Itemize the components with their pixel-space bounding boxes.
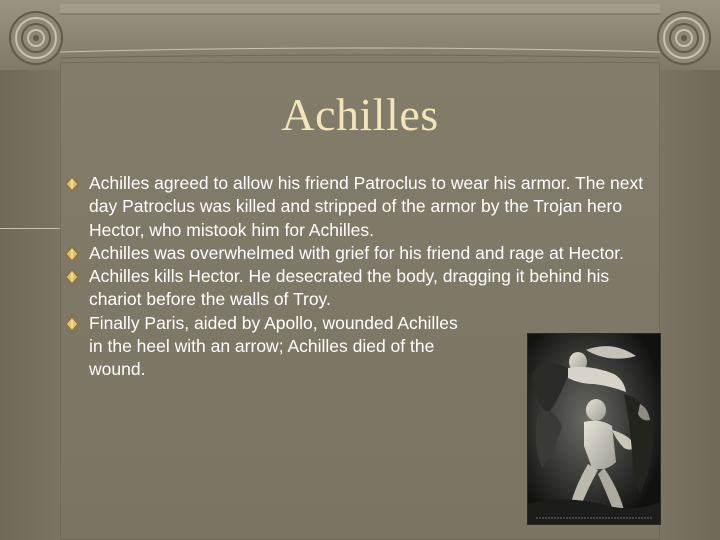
- bullet-text: Finally Paris, aided by Apollo, wounded Achilles in the heel with an arrow; Achilles died of the wound.: [89, 312, 458, 380]
- list-item: [66, 242, 666, 265]
- gold-diamond-bullet-icon: [66, 177, 78, 191]
- bullet-text: Achilles was overwhelmed with grief for his friend and rage at Hector.: [89, 242, 624, 263]
- gold-diamond-bullet-icon: [66, 317, 78, 331]
- left-volute-icon: [10, 12, 62, 64]
- right-volute-icon: [658, 12, 710, 64]
- list-item: [66, 265, 666, 312]
- slide-title: Achilles: [281, 89, 439, 140]
- ionic-capital-frame: [0, 0, 720, 70]
- bullet-text: Achilles kills Hector. He desecrated the body, dragging it behind his chariot before the walls of Troy.: [89, 266, 610, 310]
- gold-diamond-bullet-icon: [66, 247, 78, 261]
- gold-diamond-bullet-icon: [66, 270, 78, 284]
- bullet-text: Achilles agreed to allow his friend Patroclus to wear his armor. The next day Patroclus was killed and stripped of the armor by the Trojan hero Hector, who mistook him for Achilles.: [89, 173, 644, 240]
- divider-line: [0, 228, 60, 229]
- list-item: [66, 172, 666, 242]
- engraving-image: [528, 334, 660, 524]
